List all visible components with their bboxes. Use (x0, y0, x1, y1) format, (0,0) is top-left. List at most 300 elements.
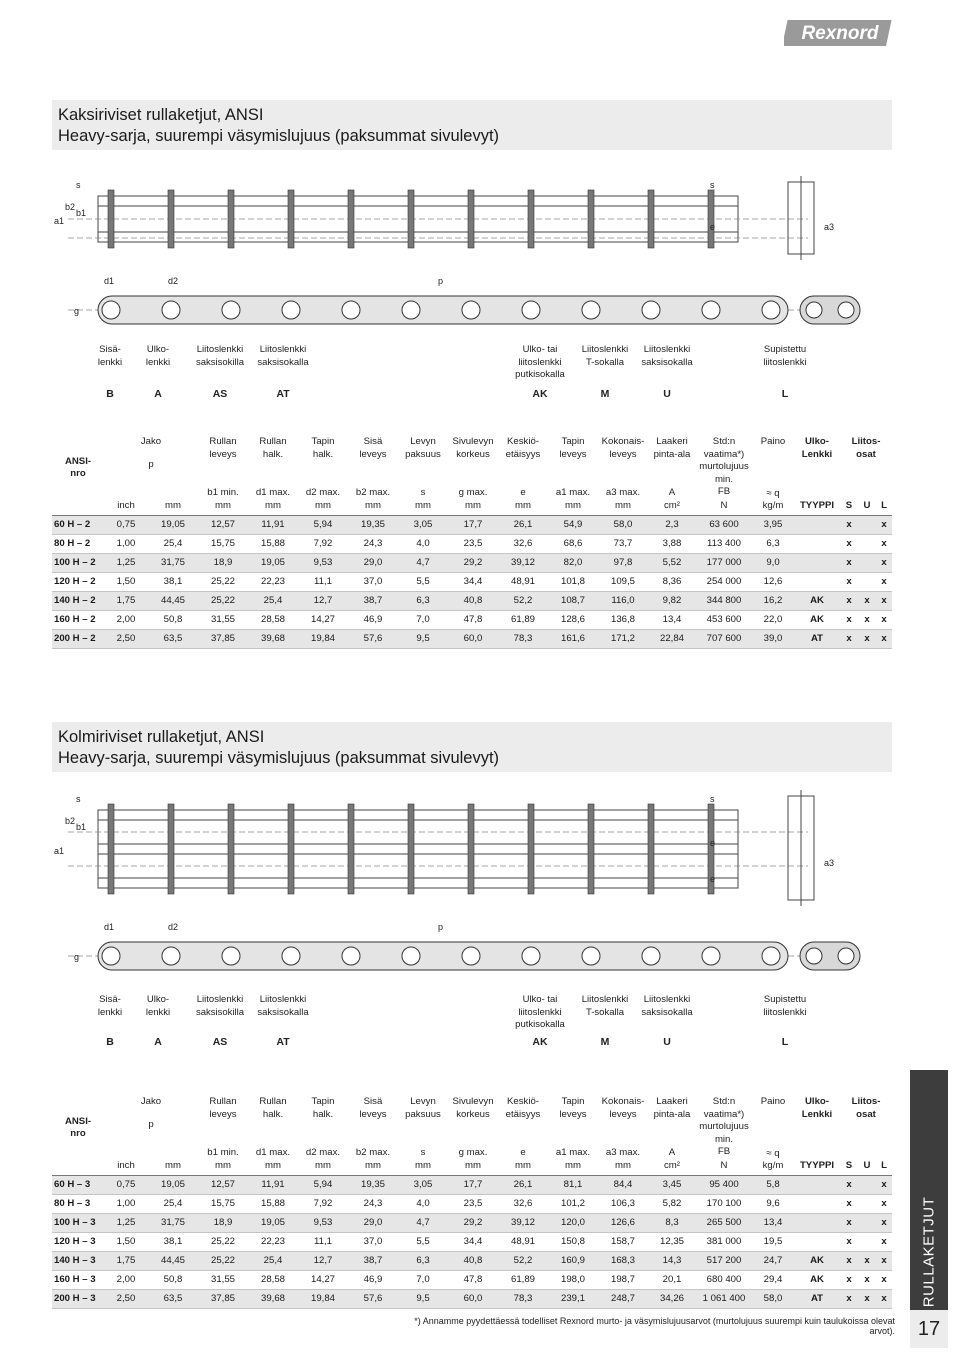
unit-s: S (840, 1160, 858, 1175)
cell-s: x (840, 1232, 858, 1251)
cell-q: 12,6 (752, 572, 794, 591)
unit-mm-b1: mm (198, 500, 248, 515)
cell-inch: 0,75 (104, 515, 148, 534)
cell-tyyppi (794, 1175, 840, 1194)
cell-b1: 37,85 (198, 629, 248, 648)
cell-b1: 15,75 (198, 1194, 248, 1213)
cell-s: x (840, 572, 858, 591)
cell-s: x (840, 534, 858, 553)
cell-d1: 15,88 (248, 1194, 298, 1213)
link-type-a: Ulko- lenkki (145, 344, 171, 368)
dim-e-label: e (710, 838, 716, 848)
table-row (52, 1251, 892, 1270)
cell-b1: 12,57 (198, 1175, 248, 1194)
cell-s: x (840, 515, 858, 534)
dim-g-label: g (74, 952, 80, 962)
table-row (52, 591, 892, 610)
cell-nro: 160 H – 3 (52, 1270, 104, 1289)
cell-inch: 2,00 (104, 610, 148, 629)
cell-tyyppi: AK (794, 610, 840, 629)
cell-fb: 517 200 (696, 1251, 752, 1270)
unit-u: U (858, 1160, 876, 1175)
cell-u (858, 553, 876, 572)
cell-d2: 11,1 (298, 1232, 348, 1251)
header-rullan-halk: Rullan halk. d1 max. (255, 436, 291, 498)
header-keskioetaisyys: Keskiö- etäisyys e (505, 436, 541, 498)
cell-d1: 39,68 (248, 629, 298, 648)
cell-fb: 265 500 (696, 1213, 752, 1232)
table-row (52, 572, 892, 591)
link-code-u: U (663, 1036, 671, 1048)
header-ulko-lenkki: Ulko- Lenkki (801, 436, 833, 460)
header-laakeri: Laakeri pinta-ala A (653, 1096, 691, 1158)
cell-b2: 29,0 (348, 1213, 398, 1232)
cell-a1: 68,6 (548, 534, 598, 553)
cell-u: x (858, 1270, 876, 1289)
unit-kgm: kg/m (752, 500, 794, 515)
unit-tyyppi: TYYPPI (794, 1160, 840, 1175)
link-code-a: A (154, 1036, 162, 1048)
section-title-line1: Kaksiriviset rullaketjut, ANSI (58, 106, 264, 124)
section-title-line1: Kolmiriviset rullaketjut, ANSI (58, 728, 265, 746)
link-code-l: L (781, 1036, 789, 1048)
cell-fb: 177 000 (696, 553, 752, 572)
cell-b2: 37,0 (348, 1232, 398, 1251)
triple-chain-drawing (48, 790, 896, 976)
unit-mm-a3: mm (598, 500, 648, 515)
cell-g: 34,4 (448, 572, 498, 591)
dim-e-label: e (710, 222, 716, 232)
cell-nro: 80 H – 2 (52, 534, 104, 553)
cell-e: 61,89 (498, 1270, 548, 1289)
cell-a: 8,3 (648, 1213, 696, 1232)
cell-e: 78,3 (498, 1289, 548, 1308)
dim-b2-label: b2 (65, 816, 76, 826)
cell-q: 5,8 (752, 1175, 794, 1194)
cell-tyyppi (794, 572, 840, 591)
double-chain-table (52, 436, 892, 649)
cell-d2: 9,53 (298, 1213, 348, 1232)
cell-l: x (876, 515, 892, 534)
cell-tyyppi (794, 534, 840, 553)
cell-s: x (840, 1175, 858, 1194)
cell-d1: 25,4 (248, 1251, 298, 1270)
section-title-line2: Heavy-sarja, suurempi väsymislujuus (paksummat sivulevyt) (58, 749, 500, 767)
cell-a1: 128,6 (548, 610, 598, 629)
unit-mm-b1: mm (198, 1160, 248, 1175)
cell-q: 22,0 (752, 610, 794, 629)
link-code-m: M (600, 388, 610, 400)
link-type-m: Liitoslenkki T-sokalla (581, 344, 629, 368)
unit-n: N (696, 500, 752, 515)
dim-s-right-label: s (710, 794, 715, 804)
cell-inch: 1,75 (104, 1251, 148, 1270)
table-row (52, 1270, 892, 1289)
cell-inch: 2,50 (104, 1289, 148, 1308)
header-sisa-leveys: Sisä leveys b2 max. (355, 1096, 391, 1158)
header-sivulevyn-korkeus: Sivulevyn korkeus g max. (452, 436, 494, 498)
link-code-l: L (781, 388, 789, 400)
cell-d2: 12,7 (298, 1251, 348, 1270)
link-type-at: Liitoslenkki saksisokalla (257, 344, 309, 368)
cell-b1: 31,55 (198, 1270, 248, 1289)
header-std: Std:n vaatima*) murtolujuus min. FB (699, 1096, 749, 1157)
unit-mm-a3: mm (598, 1160, 648, 1175)
link-code-at: AT (276, 1036, 290, 1048)
cell-g: 40,8 (448, 591, 498, 610)
unit-cm2: cm² (648, 1160, 696, 1175)
cell-g: 60,0 (448, 629, 498, 648)
cell-s: 4,0 (398, 534, 448, 553)
cell-q: 9,6 (752, 1194, 794, 1213)
cell-s: x (840, 1213, 858, 1232)
cell-g: 29,2 (448, 1213, 498, 1232)
cell-d1: 19,05 (248, 1213, 298, 1232)
cell-nro: 160 H – 2 (52, 610, 104, 629)
cell-b2: 24,3 (348, 534, 398, 553)
header-kokonaisleveys: Kokonais- leveys a3 max. (601, 436, 645, 498)
unit-l: L (876, 500, 892, 515)
cell-b1: 25,22 (198, 572, 248, 591)
cell-b1: 25,22 (198, 1251, 248, 1270)
cell-d1: 28,58 (248, 1270, 298, 1289)
cell-fb: 680 400 (696, 1270, 752, 1289)
cell-d1: 11,91 (248, 515, 298, 534)
cell-s: x (840, 610, 858, 629)
cell-a3: 116,0 (598, 591, 648, 610)
header-liitososat: Liitos- osat (851, 436, 881, 460)
cell-s: 4,7 (398, 1213, 448, 1232)
header-sisa-leveys: Sisä leveys b2 max. (355, 436, 391, 498)
cell-q: 9,0 (752, 553, 794, 572)
cell-tyyppi: AK (794, 591, 840, 610)
cell-b2: 19,35 (348, 515, 398, 534)
cell-p-mm: 19,05 (148, 515, 198, 534)
dim-b1-label: b1 (76, 208, 87, 218)
link-code-u: U (663, 388, 671, 400)
cell-l: x (876, 1232, 892, 1251)
cell-nro: 80 H – 3 (52, 1194, 104, 1213)
cell-s: 4,0 (398, 1194, 448, 1213)
cell-e: 26,1 (498, 1175, 548, 1194)
unit-mm-s: mm (398, 500, 448, 515)
cell-q: 6,3 (752, 534, 794, 553)
cell-u: x (858, 591, 876, 610)
cell-a3: 106,3 (598, 1194, 648, 1213)
cell-e: 78,3 (498, 629, 548, 648)
cell-nro: 100 H – 3 (52, 1213, 104, 1232)
dim-s-right-label: s (710, 180, 715, 190)
table-row (52, 1175, 892, 1194)
cell-b2: 46,9 (348, 1270, 398, 1289)
cell-nro: 120 H – 3 (52, 1232, 104, 1251)
section-title-double (52, 100, 892, 150)
cell-tyyppi (794, 1194, 840, 1213)
cell-fb: 63 600 (696, 515, 752, 534)
cell-q: 19,5 (752, 1232, 794, 1251)
cell-e: 52,2 (498, 1251, 548, 1270)
cell-inch: 1,25 (104, 1213, 148, 1232)
cell-q: 58,0 (752, 1289, 794, 1308)
section-title-line2: Heavy-sarja, suurempi väsymislujuus (paksummat sivulevyt) (58, 127, 500, 145)
cell-nro: 60 H – 2 (52, 515, 104, 534)
cell-b1: 18,9 (198, 553, 248, 572)
cell-a1: 81,1 (548, 1175, 598, 1194)
cell-a3: 58,0 (598, 515, 648, 534)
cell-b2: 46,9 (348, 610, 398, 629)
cell-a: 9,82 (648, 591, 696, 610)
cell-s: x (840, 553, 858, 572)
header-std: Std:n vaatima*) murtolujuus min. FB (699, 436, 749, 497)
cell-d2: 14,27 (298, 1270, 348, 1289)
cell-fb: 1 061 400 (696, 1289, 752, 1308)
header-tapin-halk: Tapin halk. d2 max. (305, 436, 341, 498)
unit-mm-p: mm (148, 500, 198, 515)
dim-s-label: s (76, 794, 81, 804)
cell-s: x (840, 1251, 858, 1270)
link-code-ak: AK (532, 1036, 548, 1048)
cell-a: 3,88 (648, 534, 696, 553)
header-ulko-lenkki: Ulko- Lenkki (801, 1096, 833, 1120)
cell-tyyppi (794, 1213, 840, 1232)
link-type-a: Ulko- lenkki (145, 994, 171, 1018)
logo-text: Rexnord (801, 23, 879, 44)
cell-b2: 57,6 (348, 629, 398, 648)
link-type-as: Liitoslenkki saksisokilla (195, 344, 245, 368)
cell-a: 13,4 (648, 610, 696, 629)
cell-tyyppi: AK (794, 1251, 840, 1270)
dim-b1-label: b1 (76, 822, 87, 832)
cell-a: 5,52 (648, 553, 696, 572)
cell-s: 6,3 (398, 591, 448, 610)
dim-p-label: p (438, 922, 444, 932)
cell-s: x (840, 591, 858, 610)
cell-a: 22,84 (648, 629, 696, 648)
cell-nro: 140 H – 2 (52, 591, 104, 610)
cell-e: 39,12 (498, 553, 548, 572)
unit-mm-b2: mm (348, 500, 398, 515)
cell-a3: 109,5 (598, 572, 648, 591)
cell-d2: 5,94 (298, 515, 348, 534)
cell-u: x (858, 1289, 876, 1308)
header-paino: Paino ≈ q (760, 436, 786, 499)
cell-e: 48,91 (498, 572, 548, 591)
cell-a3: 168,3 (598, 1251, 648, 1270)
cell-a3: 97,8 (598, 553, 648, 572)
cell-d1: 19,05 (248, 553, 298, 572)
cell-a: 2,3 (648, 515, 696, 534)
cell-fb: 170 100 (696, 1194, 752, 1213)
section-title-triple (52, 722, 892, 772)
dim-d2-label: d2 (168, 276, 179, 286)
cell-b1: 37,85 (198, 1289, 248, 1308)
cell-nro: 60 H – 3 (52, 1175, 104, 1194)
table-row (52, 515, 892, 534)
cell-b1: 18,9 (198, 1213, 248, 1232)
cell-l: x (876, 1175, 892, 1194)
cell-a3: 84,4 (598, 1175, 648, 1194)
link-type-as: Liitoslenkki saksisokilla (195, 994, 245, 1018)
header-tapin-halk: Tapin halk. d2 max. (305, 1096, 341, 1158)
link-code-b: B (106, 388, 114, 400)
link-type-at: Liitoslenkki saksisokalla (257, 994, 309, 1018)
cell-inch: 1,75 (104, 591, 148, 610)
cell-inch: 2,50 (104, 629, 148, 648)
cell-u (858, 1232, 876, 1251)
cell-a1: 239,1 (548, 1289, 598, 1308)
link-type-l: Supistettu liitoslenkki (763, 344, 807, 368)
cell-tyyppi: AT (794, 1289, 840, 1308)
cell-inch: 1,00 (104, 1194, 148, 1213)
unit-u: U (858, 500, 876, 515)
link-code-b: B (106, 1036, 114, 1048)
unit-mm-d1: mm (248, 1160, 298, 1175)
cell-a1: 101,8 (548, 572, 598, 591)
header-tapin-leveys: Tapin leveys a1 max. (555, 436, 591, 498)
cell-nro: 200 H – 3 (52, 1289, 104, 1308)
cell-p-mm: 50,8 (148, 610, 198, 629)
link-code-ak: AK (532, 388, 548, 400)
cell-g: 47,8 (448, 1270, 498, 1289)
cell-d2: 12,7 (298, 591, 348, 610)
cell-g: 29,2 (448, 553, 498, 572)
triple-chain-table-body (52, 1175, 892, 1308)
cell-p-mm: 44,45 (148, 591, 198, 610)
cell-p-mm: 31,75 (148, 1213, 198, 1232)
cell-g: 60,0 (448, 1289, 498, 1308)
link-type-ak: Ulko- tai liitoslenkki putkisokalla (515, 344, 565, 380)
cell-tyyppi (794, 1232, 840, 1251)
unit-tyyppi: TYYPPI (794, 500, 840, 515)
header-jako: Jako p (140, 436, 162, 470)
cell-l: x (876, 610, 892, 629)
dim-a1-label: a1 (54, 846, 65, 856)
cell-s: 7,0 (398, 1270, 448, 1289)
cell-b1: 31,55 (198, 610, 248, 629)
cell-d2: 19,84 (298, 1289, 348, 1308)
table-row (52, 534, 892, 553)
cell-a1: 150,8 (548, 1232, 598, 1251)
header-kokonaisleveys: Kokonais- leveys a3 max. (601, 1096, 645, 1158)
unit-ansi (52, 500, 104, 515)
cell-p-mm: 31,75 (148, 553, 198, 572)
cell-u (858, 572, 876, 591)
cell-p-mm: 63,5 (148, 1289, 198, 1308)
cell-a3: 248,7 (598, 1289, 648, 1308)
cell-d2: 9,53 (298, 553, 348, 572)
cell-d2: 7,92 (298, 1194, 348, 1213)
cell-s: x (840, 1194, 858, 1213)
cell-a: 34,26 (648, 1289, 696, 1308)
cell-s: 9,5 (398, 629, 448, 648)
cell-e: 32,6 (498, 534, 548, 553)
cell-nro: 140 H – 3 (52, 1251, 104, 1270)
cell-l: x (876, 1251, 892, 1270)
cell-g: 17,7 (448, 1175, 498, 1194)
cell-q: 39,0 (752, 629, 794, 648)
cell-u (858, 1194, 876, 1213)
cell-inch: 1,50 (104, 1232, 148, 1251)
cell-b2: 29,0 (348, 553, 398, 572)
cell-d1: 22,23 (248, 1232, 298, 1251)
cell-d1: 22,23 (248, 572, 298, 591)
cell-fb: 95 400 (696, 1175, 752, 1194)
table-row (52, 1289, 892, 1308)
dim-e-lower-label: e (710, 874, 716, 884)
cell-tyyppi (794, 515, 840, 534)
cell-q: 29,4 (752, 1270, 794, 1289)
footnote: *) Annamme pyydettäessä todelliset Rexnord murto- ja väsymislujuusarvot (murtolujuus suurempi kuin taulukoissa olevat arvot). (414, 1316, 895, 1336)
cell-p-mm: 19,05 (148, 1175, 198, 1194)
cell-p-mm: 63,5 (148, 629, 198, 648)
cell-b2: 19,35 (348, 1175, 398, 1194)
cell-q: 16,2 (752, 591, 794, 610)
cell-s: 6,3 (398, 1251, 448, 1270)
link-type-ak: Ulko- tai liitoslenkki putkisokalla (515, 994, 565, 1030)
link-type-m: Liitoslenkki T-sokalla (581, 994, 629, 1018)
cell-inch: 1,50 (104, 572, 148, 591)
cell-s: x (840, 629, 858, 648)
unit-mm-b2: mm (348, 1160, 398, 1175)
unit-mm-e: mm (498, 500, 548, 515)
link-code-m: M (600, 1036, 610, 1048)
cell-e: 52,2 (498, 591, 548, 610)
dim-s-label: s (76, 180, 81, 190)
link-type-b: Sisä- lenkki (97, 344, 123, 368)
header-ansi: ANSI- nro (64, 1115, 92, 1139)
cell-b2: 24,3 (348, 1194, 398, 1213)
cell-a: 20,1 (648, 1270, 696, 1289)
table-row (52, 1194, 892, 1213)
unit-mm-g: mm (448, 500, 498, 515)
cell-d2: 11,1 (298, 572, 348, 591)
cell-a: 3,45 (648, 1175, 696, 1194)
cell-p-mm: 50,8 (148, 1270, 198, 1289)
cell-tyyppi: AK (794, 1270, 840, 1289)
cell-e: 32,6 (498, 1194, 548, 1213)
cell-a3: 171,2 (598, 629, 648, 648)
link-type-u: Liitoslenkki saksisokalla (641, 994, 693, 1018)
cell-a1: 82,0 (548, 553, 598, 572)
header-tapin-leveys: Tapin leveys a1 max. (555, 1096, 591, 1158)
header-keskioetaisyys: Keskiö- etäisyys e (505, 1096, 541, 1158)
cell-s: 4,7 (398, 553, 448, 572)
cell-u (858, 515, 876, 534)
cell-inch: 2,00 (104, 1270, 148, 1289)
cell-a3: 73,7 (598, 534, 648, 553)
cell-d1: 11,91 (248, 1175, 298, 1194)
cell-b1: 15,75 (198, 534, 248, 553)
cell-g: 34,4 (448, 1232, 498, 1251)
header-levyn-paksuus: Levyn paksuus s (405, 1096, 441, 1158)
cell-e: 26,1 (498, 515, 548, 534)
dim-g-label: g (74, 306, 80, 316)
cell-d2: 19,84 (298, 629, 348, 648)
cell-fb: 254 000 (696, 572, 752, 591)
cell-b2: 57,6 (348, 1289, 398, 1308)
cell-b2: 37,0 (348, 572, 398, 591)
cell-inch: 1,00 (104, 534, 148, 553)
side-tab-label: RULLAKETJUT (920, 1196, 938, 1308)
unit-mm-a1: mm (548, 1160, 598, 1175)
dim-d1-label: d1 (104, 276, 115, 286)
link-code-a: A (154, 388, 162, 400)
cell-d1: 25,4 (248, 591, 298, 610)
cell-l: x (876, 572, 892, 591)
cell-u: x (858, 1251, 876, 1270)
cell-u (858, 534, 876, 553)
header-liitososat: Liitos- osat (851, 1096, 881, 1120)
